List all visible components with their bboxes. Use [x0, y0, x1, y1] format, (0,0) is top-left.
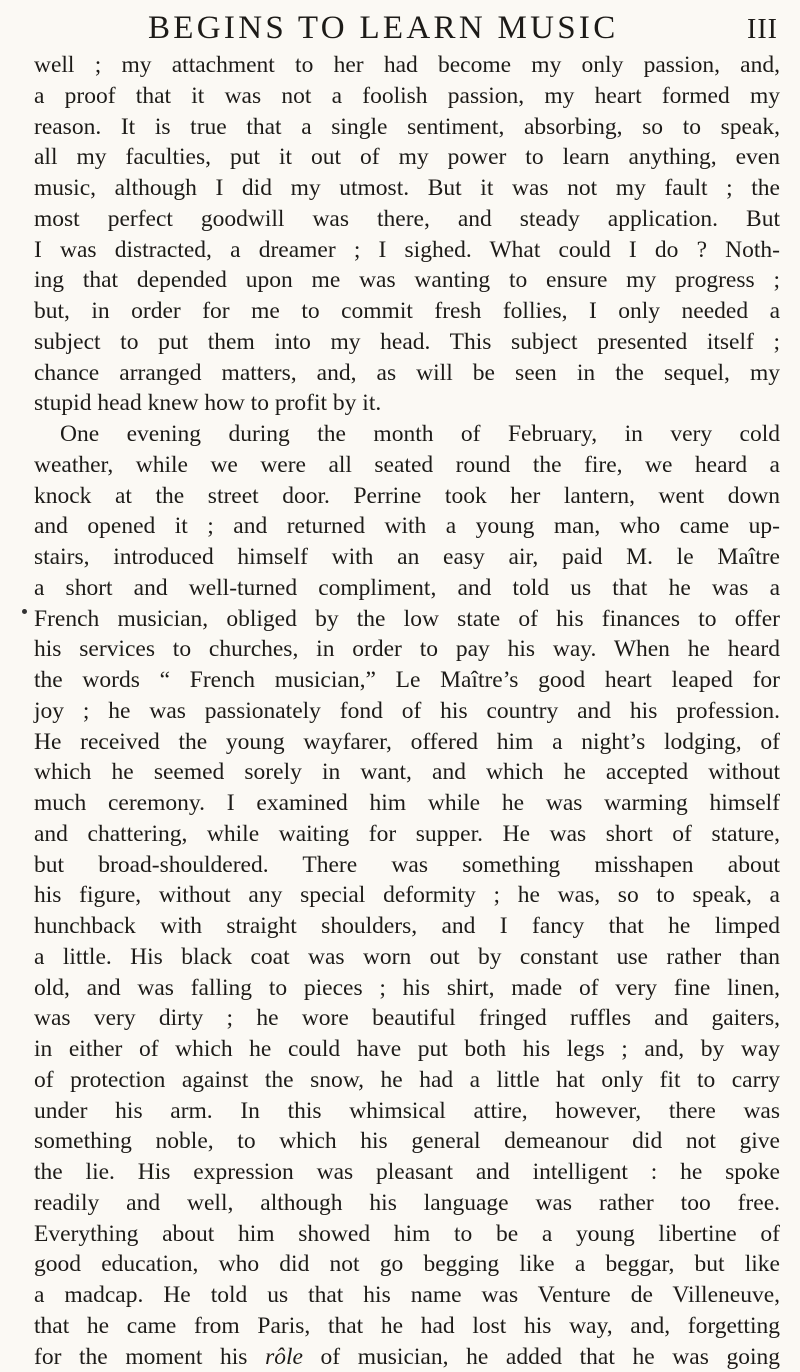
text-line — [34, 1342, 780, 1372]
italic-word: rôle — [265, 1344, 303, 1370]
text-line: He received the young wayfarer, offered him a night’s lodging, of — [34, 727, 780, 758]
text-line: and chattering, while waiting for supper. He was short of stature, — [34, 819, 780, 850]
text-line: French musician, obliged by the low state of his finances to offer — [34, 604, 780, 635]
running-title: BEGINS TO LEARN MUSIC — [148, 8, 619, 48]
text-line: readily and well, although his language was rather too free. — [34, 1188, 780, 1219]
page-number: III — [747, 10, 778, 50]
text-line: good education, who did not go begging like a beggar, but like — [34, 1249, 780, 1280]
text-line: in either of which he could have put both his legs ; and, by way — [34, 1034, 780, 1065]
body-text — [34, 50, 780, 1372]
text-line: that he came from Paris, that he had lost his way, and, forgetting — [34, 1311, 780, 1342]
text-segment: for the moment his — [34, 1344, 265, 1370]
text-line: weather, while we were all seated round the fire, we heard a — [34, 450, 780, 481]
text-line: was very dirty ; he wore beautiful fringed ruffles and gaiters, — [34, 1003, 780, 1034]
text-line: a little. His black coat was worn out by constant use rather than — [34, 942, 780, 973]
text-line: the lie. His expression was pleasant and intelligent : he spoke — [34, 1157, 780, 1188]
text-line: reason. It is true that a single sentiment, absorbing, so to speak, — [34, 112, 780, 143]
text-line: something noble, to which his general demeanour did not give — [34, 1126, 780, 1157]
page-header — [148, 8, 778, 48]
text-line: stairs, introduced himself with an easy air, paid M. le Maître — [34, 542, 780, 573]
text-line: his services to churches, in order to pay his way. When he heard — [34, 634, 780, 665]
text-line: old, and was falling to pieces ; his shirt, made of very fine linen, — [34, 973, 780, 1004]
text-line: joy ; he was passionately fond of his country and his profession. — [34, 696, 780, 727]
text-line: a proof that it was not a foolish passion, my heart formed my — [34, 81, 780, 112]
text-line: which he seemed sorely in want, and which he accepted without — [34, 757, 780, 788]
text-line: a madcap. He told us that his name was Venture de Villeneuve, — [34, 1280, 780, 1311]
text-line: Everything about him showed him to be a young libertine of — [34, 1219, 780, 1250]
text-segment: of musician, he added that he was going — [303, 1344, 780, 1370]
text-line: all my faculties, put it out of my power to learn anything, even — [34, 142, 780, 173]
text-line: stupid head knew how to profit by it. — [34, 388, 780, 419]
text-line: the words “ French musician,” Le Maître’s good heart leaped for — [34, 665, 780, 696]
text-line: his figure, without any special deformity ; he was, so to speak, a — [34, 880, 780, 911]
text-line: most perfect goodwill was there, and steady application. But — [34, 204, 780, 235]
text-line: music, although I did my utmost. But it was not my fault ; the — [34, 173, 780, 204]
text-line: of protection against the snow, he had a little hat only fit to carry — [34, 1065, 780, 1096]
text-line: a short and well-turned compliment, and told us that he was a — [34, 573, 780, 604]
text-line: knock at the street door. Perrine took her lantern, went down — [34, 481, 780, 512]
text-line: I was distracted, a dreamer ; I sighed. What could I do ? Noth- — [34, 235, 780, 266]
text-line: ing that depended upon me was wanting to ensure my progress ; — [34, 265, 780, 296]
text-line: but broad-shouldered. There was something misshapen about — [34, 850, 780, 881]
text-line: under his arm. In this whimsical attire, however, there was — [34, 1096, 780, 1127]
margin-dot — [22, 609, 27, 614]
text-line: much ceremony. I examined him while he was warming himself — [34, 788, 780, 819]
text-line: subject to put them into my head. This subject presented itself ; — [34, 327, 780, 358]
text-line: chance arranged matters, and, as will be seen in the sequel, my — [34, 358, 780, 389]
text-line: well ; my attachment to her had become my only passion, and, — [34, 50, 780, 81]
text-line: hunchback with straight shoulders, and I fancy that he limped — [34, 911, 780, 942]
text-line: but, in order for me to commit fresh follies, I only needed a — [34, 296, 780, 327]
text-line: and opened it ; and returned with a young man, who came up- — [34, 511, 780, 542]
text-line: One evening during the month of February, in very cold — [34, 419, 780, 450]
